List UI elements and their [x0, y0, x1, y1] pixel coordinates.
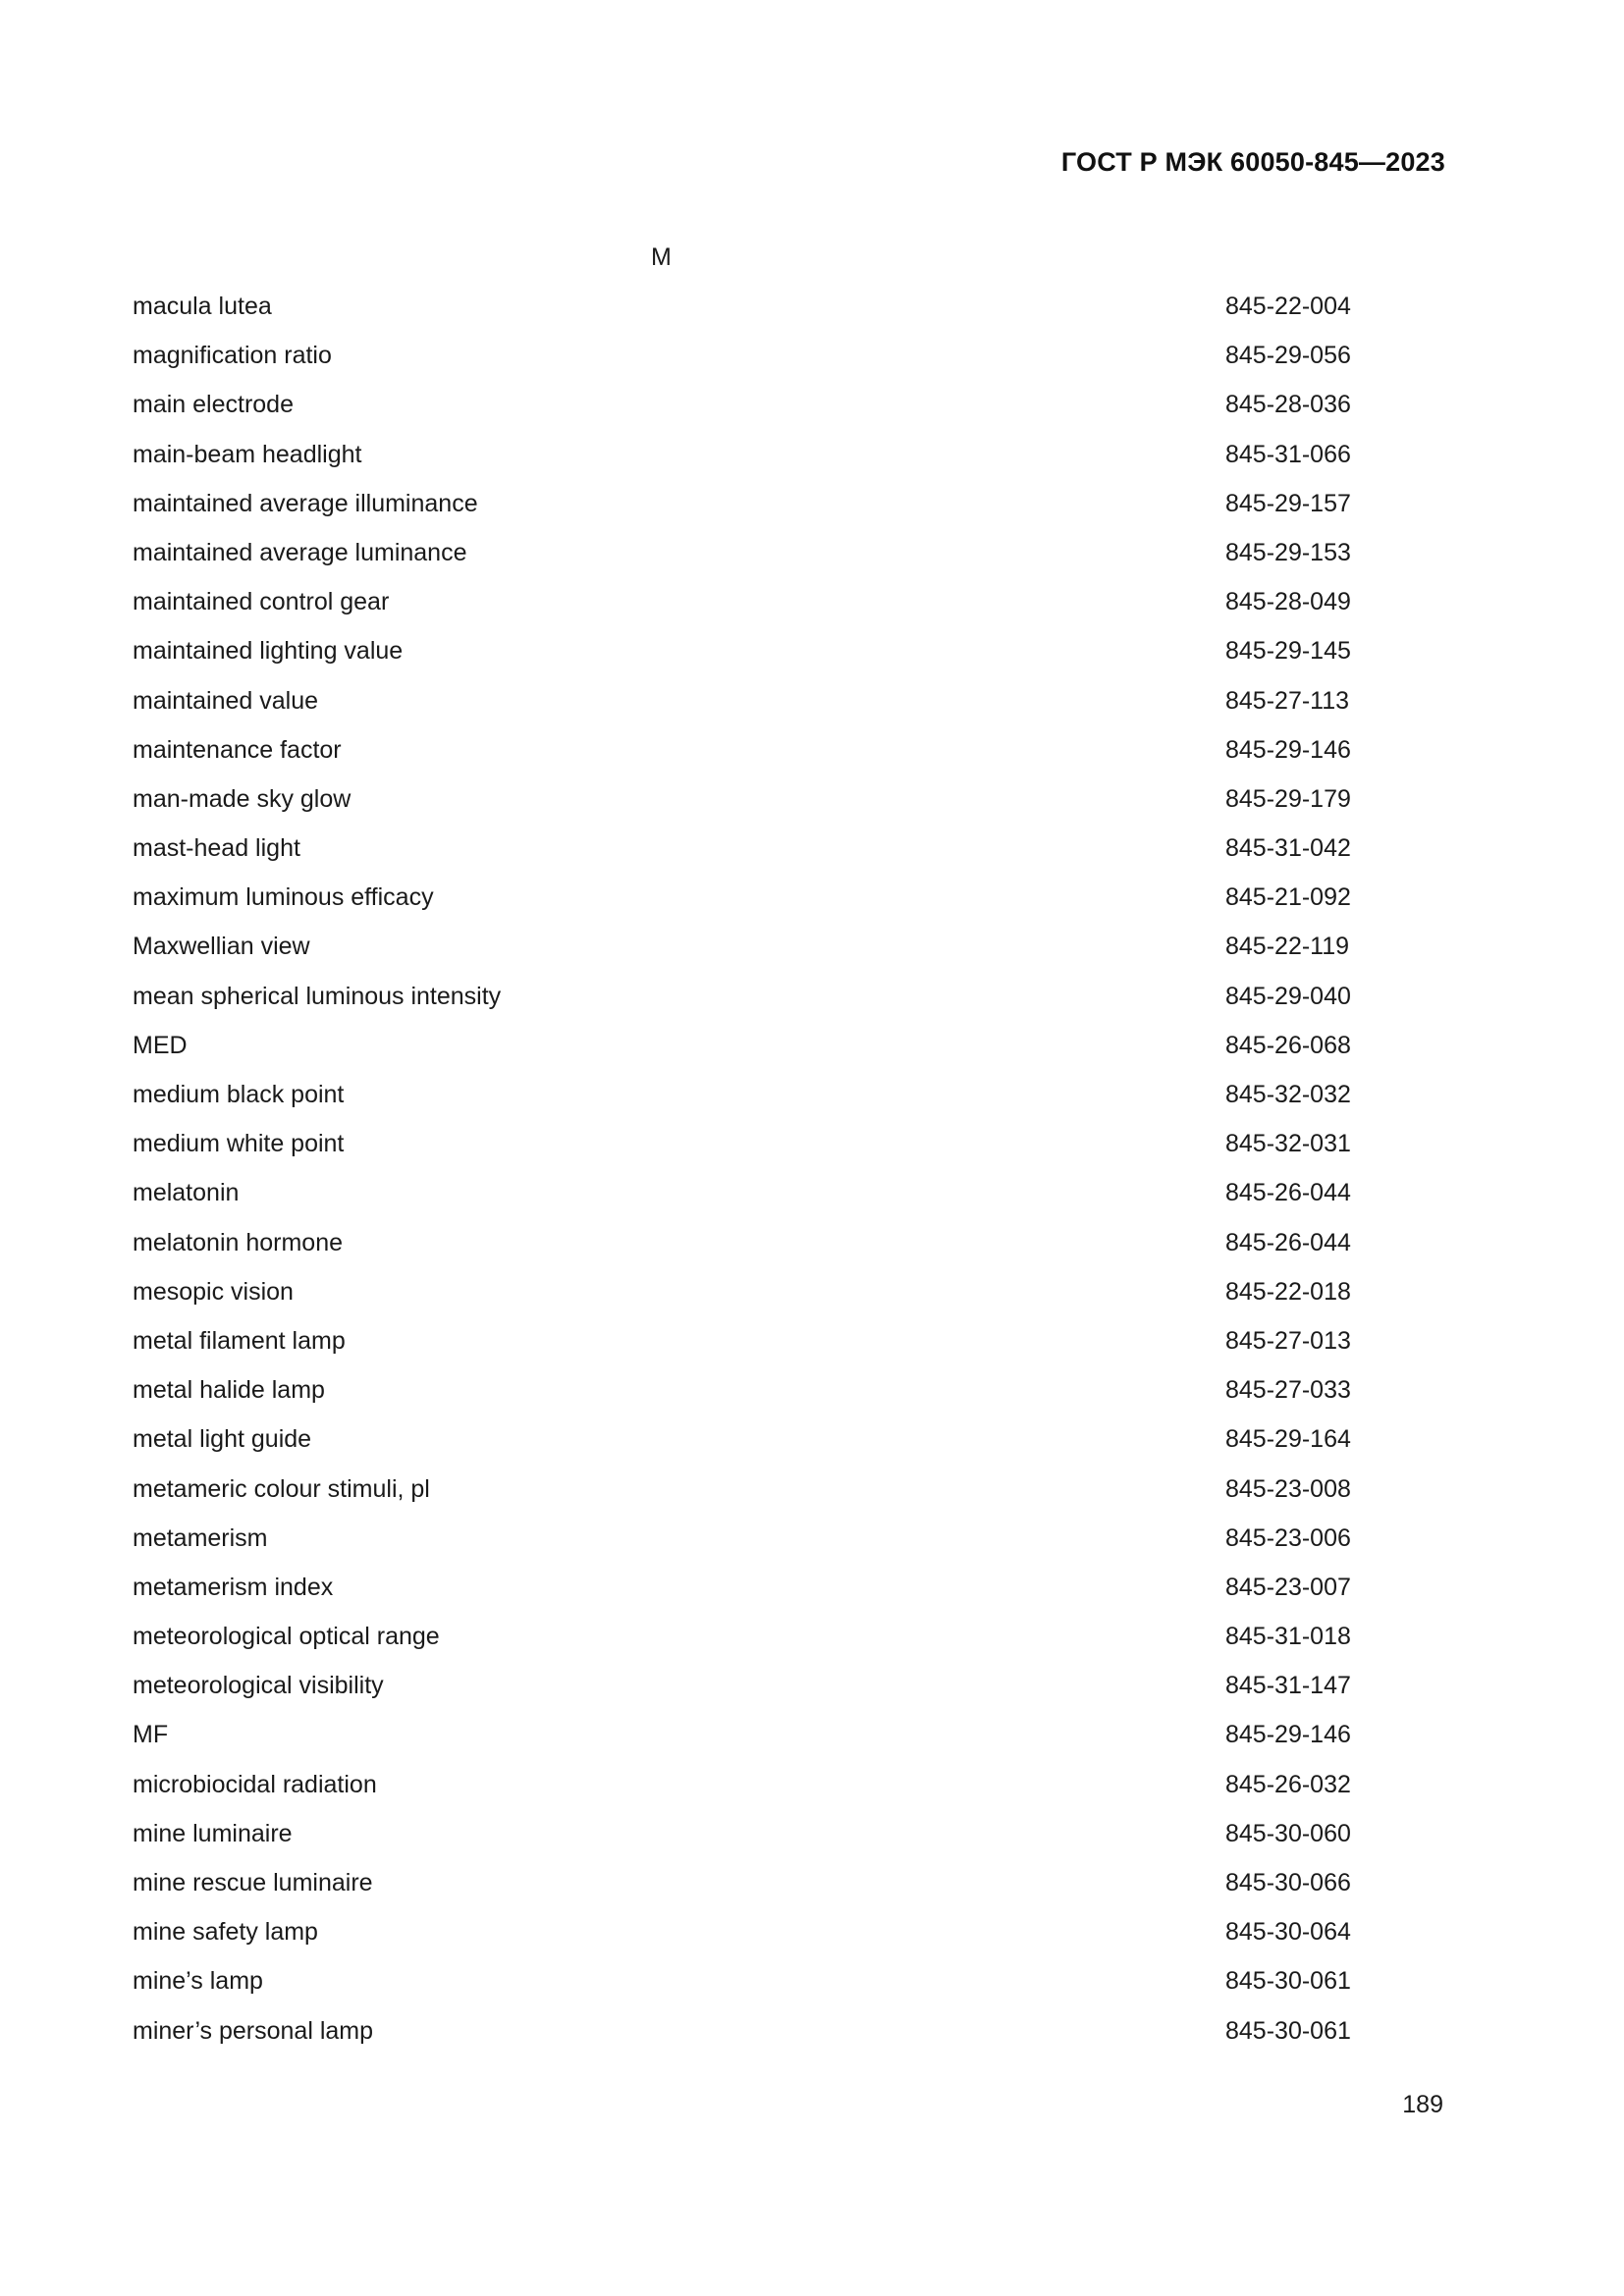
- index-code: 845-29-179: [1225, 784, 1351, 813]
- index-term: mine luminaire: [133, 1819, 293, 1847]
- index-term: mean spherical luminous intensity: [133, 982, 502, 1010]
- index-code: 845-31-066: [1225, 440, 1351, 468]
- index-entry: [133, 1961, 1350, 2010]
- index-code: 845-29-146: [1225, 1721, 1351, 1749]
- index-code: 845-23-007: [1225, 1573, 1351, 1601]
- index-term: main-beam headlight: [133, 440, 362, 468]
- index-term: mesopic vision: [133, 1277, 294, 1306]
- index-term: man-made sky glow: [133, 784, 352, 813]
- index-entry: [133, 1912, 1350, 1961]
- index-entry: [133, 1765, 1350, 1814]
- index-term: metal halide lamp: [133, 1376, 325, 1405]
- index-term: MF: [133, 1721, 169, 1749]
- index-entry: [133, 1321, 1350, 1370]
- index-term: main electrode: [133, 391, 294, 419]
- index-entry: [133, 1075, 1350, 1124]
- index-code: 845-30-061: [1225, 2016, 1351, 2045]
- index-entry: [133, 1026, 1350, 1075]
- index-term: medium white point: [133, 1130, 345, 1158]
- index-entry: [133, 1519, 1350, 1568]
- index-entry: [133, 435, 1350, 484]
- index-entry: [133, 1419, 1350, 1468]
- index-term: mast-head light: [133, 834, 300, 863]
- index-code: 845-29-157: [1225, 489, 1351, 517]
- index-term: melatonin hormone: [133, 1228, 344, 1256]
- index-code: 845-28-049: [1225, 588, 1351, 616]
- index-code: 845-29-056: [1225, 342, 1351, 370]
- index-entry: [133, 1666, 1350, 1715]
- index-code: 845-27-113: [1225, 686, 1350, 715]
- index-term: maintained control gear: [133, 588, 390, 616]
- index-code: 845-32-031: [1225, 1130, 1351, 1158]
- index-term: microbiocidal radiation: [133, 1770, 377, 1798]
- index-entry: [133, 730, 1350, 779]
- index-code: 845-23-008: [1225, 1474, 1351, 1503]
- index-term: medium black point: [133, 1081, 345, 1108]
- index-entry: [133, 631, 1350, 680]
- index-code: 845-30-060: [1225, 1819, 1351, 1847]
- index-section-letter: M: [651, 243, 672, 271]
- index-code: 845-31-042: [1225, 834, 1351, 863]
- index-entry: [133, 681, 1350, 730]
- index-entry: [133, 1568, 1350, 1617]
- index-entry: [133, 828, 1350, 878]
- index-code: 845-26-044: [1225, 1228, 1351, 1256]
- index-code: 845-31-018: [1225, 1623, 1351, 1651]
- index-code: 845-31-147: [1225, 1672, 1351, 1700]
- index-entry: [133, 1715, 1350, 1764]
- index-entry: [133, 1124, 1350, 1173]
- index-entry: [133, 533, 1350, 582]
- index-entry: [133, 336, 1350, 385]
- index-entry: [133, 2011, 1350, 2060]
- index-entry: [133, 1814, 1350, 1863]
- index-term: metameric colour stimuli, pl: [133, 1474, 430, 1503]
- index-entry: [133, 1272, 1350, 1321]
- index-entry: [133, 385, 1350, 434]
- index-entry: [133, 1617, 1350, 1666]
- index-term: maintenance factor: [133, 735, 342, 764]
- document-header-standard-number: ГОСТ Р МЭК 60050-845—2023: [1060, 147, 1445, 177]
- index-term: MED: [133, 1031, 188, 1059]
- index-entry: [133, 779, 1350, 828]
- index-term: mine’s lamp: [133, 1967, 263, 1996]
- index-entry: [133, 1223, 1350, 1272]
- index-term: maintained average luminance: [133, 538, 467, 566]
- index-term: macula lutea: [133, 293, 272, 320]
- index-term: maintained value: [133, 686, 319, 715]
- index-code: 845-32-032: [1225, 1081, 1351, 1108]
- index-code: 845-22-119: [1225, 933, 1350, 961]
- index-code: 845-21-092: [1225, 883, 1351, 912]
- index-code: 845-26-044: [1225, 1179, 1351, 1207]
- index-entry: [133, 1370, 1350, 1419]
- index-entry: [133, 582, 1350, 631]
- index-term: maintained lighting value: [133, 637, 404, 666]
- index-term: magnification ratio: [133, 342, 332, 370]
- index-term: meteorological optical range: [133, 1623, 440, 1651]
- index-code: 845-27-013: [1225, 1326, 1351, 1355]
- index-code: 845-30-064: [1225, 1918, 1351, 1947]
- index-term: metal filament lamp: [133, 1326, 346, 1355]
- index-entry: [133, 1173, 1350, 1222]
- index-code: 845-26-068: [1225, 1031, 1351, 1059]
- index-code: 845-30-061: [1225, 1967, 1351, 1996]
- index-entry: [133, 1863, 1350, 1912]
- index-term: mine rescue luminaire: [133, 1869, 373, 1896]
- index-term: melatonin: [133, 1179, 240, 1207]
- index-code: 845-28-036: [1225, 391, 1351, 419]
- index-code: 845-29-040: [1225, 982, 1351, 1010]
- index-code: 845-22-018: [1225, 1277, 1351, 1306]
- index-term: mine safety lamp: [133, 1918, 318, 1947]
- index-code: 845-29-146: [1225, 735, 1351, 764]
- index-code: 845-26-032: [1225, 1770, 1351, 1798]
- index-code: 845-29-164: [1225, 1425, 1351, 1454]
- index-code: 845-30-066: [1225, 1869, 1351, 1896]
- index-term: maintained average illuminance: [133, 489, 478, 517]
- index-term: metamerism: [133, 1523, 268, 1552]
- term-index-list: [133, 287, 1350, 2060]
- index-term: maximum luminous efficacy: [133, 883, 434, 912]
- page-number: 189: [1402, 2091, 1443, 2118]
- index-term: Maxwellian view: [133, 933, 310, 961]
- index-term: meteorological visibility: [133, 1672, 384, 1700]
- index-entry: [133, 878, 1350, 927]
- index-entry: [133, 484, 1350, 533]
- index-code: 845-22-004: [1225, 293, 1351, 320]
- index-term: metal light guide: [133, 1425, 312, 1454]
- index-code: 845-23-006: [1225, 1523, 1351, 1552]
- index-entry: [133, 1469, 1350, 1519]
- index-entry: [133, 287, 1350, 336]
- index-code: 845-29-153: [1225, 538, 1351, 566]
- index-code: 845-27-033: [1225, 1376, 1351, 1405]
- index-entry: [133, 927, 1350, 976]
- index-entry: [133, 977, 1350, 1026]
- index-code: 845-29-145: [1225, 637, 1351, 666]
- index-term: metamerism index: [133, 1573, 334, 1601]
- index-term: miner’s personal lamp: [133, 2016, 374, 2045]
